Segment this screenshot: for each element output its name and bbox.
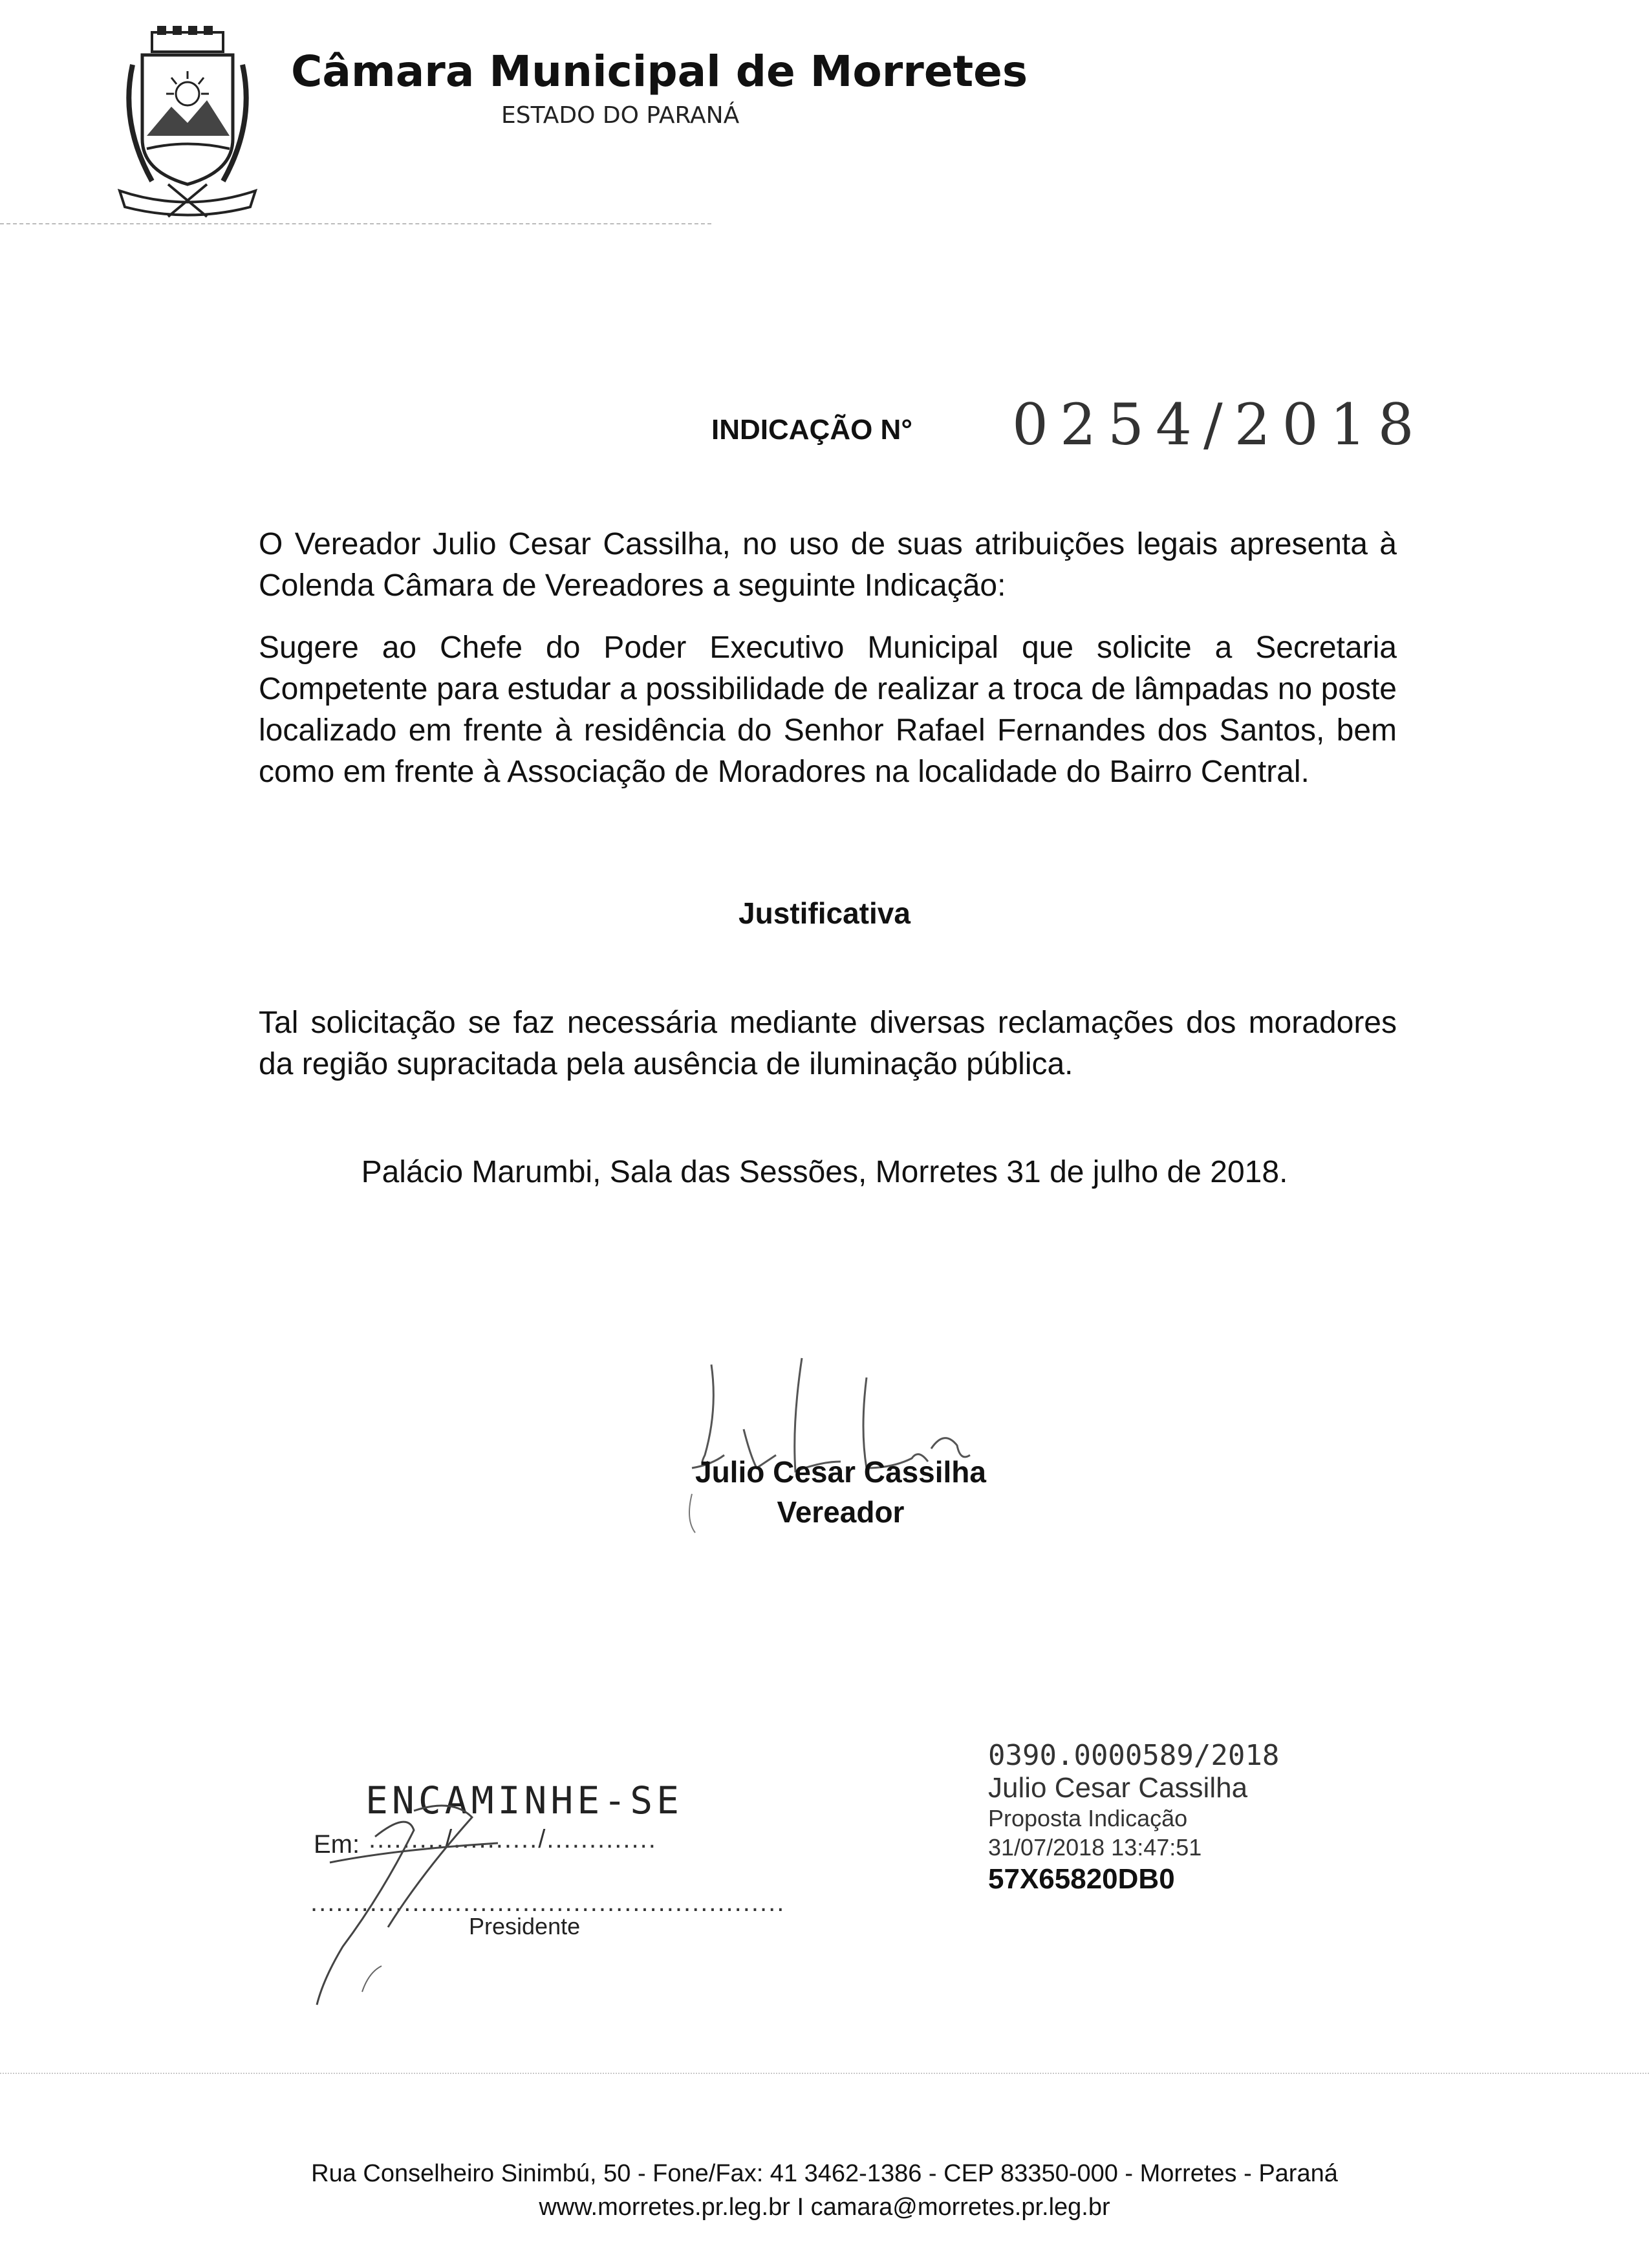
signer-name: Julio Cesar Cassilha (695, 1455, 986, 1489)
footer-contact: www.morretes.pr.leg.br I camara@morretes.pr.leg.br (539, 2194, 1110, 2221)
stamp-signer-role: Presidente (469, 1913, 581, 1939)
indicacao-label: INDICAÇÃO N° (711, 414, 912, 446)
protocol-author: Julio Cesar Cassilha (988, 1772, 1248, 1804)
stamp-date-line: ........./........../............. (369, 1825, 657, 1853)
intro-paragraph: O Vereador Julio Cesar Cassilha, no uso de suas atribuições legais apresenta à Colenda Câmara de Vereadores a seguinte Indicação: (259, 527, 1397, 603)
protocol-number: 0390.0000589/2018 (988, 1739, 1280, 1772)
signature-block (647, 1452, 1035, 1532)
justification-paragraph: Tal solicitação se faz necessária mediante diversas reclamações dos moradores da região supracitada pela ausência de iluminação pública. (259, 1006, 1397, 1081)
place-date: Palácio Marumbi, Sala das Sessões, Morretes 31 de julho de 2018. (361, 1155, 1288, 1189)
footer-address: Rua Conselheiro Sinimbú, 50 - Fone/Fax: 41 3462-1386 - CEP 83350-000 - Morretes - Paraná (311, 2160, 1338, 2187)
footer-divider (0, 2073, 1649, 2077)
stamp-date-label: Em: (314, 1830, 360, 1859)
institution-title: Câmara Municipal de Morretes (291, 47, 1028, 96)
request-paragraph: Sugere ao Chefe do Poder Executivo Municipal que solicite a Secretaria Competente para estudar a possibilidade de realizar a troca de lâmpadas no poste localizado em frente à residência do Senhor Rafael Fernandes dos Santos, bem como em frente à Associação de Moradores na localidade do Bairro Central. (259, 631, 1397, 789)
indicacao-number: 0254/2018 (1012, 391, 1426, 458)
president-rubric (304, 1798, 537, 2011)
header-divider (0, 223, 711, 228)
justification-title: Justificativa (738, 896, 911, 930)
institution-subtitle: ESTADO DO PARANÁ (501, 102, 740, 129)
protocol-block (988, 1740, 1279, 1896)
protocol-datetime: 31/07/2018 13:47:51 (988, 1834, 1202, 1861)
protocol-code: 57X65820DB0 (988, 1863, 1175, 1895)
stamp-heading: ENCAMINHE-SE (365, 1778, 684, 1822)
signer-role: Vereador (777, 1495, 905, 1529)
municipal-coat-of-arms (107, 26, 268, 220)
protocol-type: Proposta Indicação (988, 1805, 1188, 1831)
stamp-sign-line: ........................................................ (310, 1888, 786, 1917)
coat-of-arms-icon (107, 26, 268, 220)
